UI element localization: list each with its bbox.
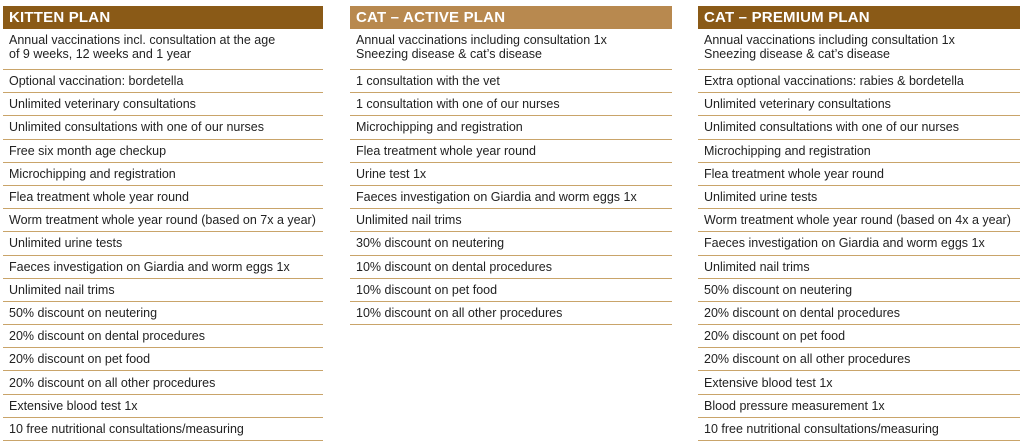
plan-item: Annual vaccinations including consultation 1x Sneezing disease & cat’s disease [350, 29, 672, 70]
plan-item: 10% discount on dental procedures [350, 256, 672, 279]
plan-item: Flea treatment whole year round [698, 163, 1020, 186]
plan-item: Annual vaccinations including consultation 1x Sneezing disease & cat’s disease [698, 29, 1020, 70]
plan-item: 50% discount on neutering [698, 279, 1020, 302]
plan-item: 10 free nutritional consultations/measuring [698, 418, 1020, 441]
plan-item: 10% discount on pet food [350, 279, 672, 302]
plan-item: 20% discount on dental procedures [698, 302, 1020, 325]
plan-item: Blood pressure measurement 1x [698, 395, 1020, 418]
plan-item: Free six month age checkup [3, 140, 323, 163]
plan-item: Faeces investigation on Giardia and worm eggs 1x [350, 186, 672, 209]
plan-item: Unlimited urine tests [698, 186, 1020, 209]
plan-title: CAT – ACTIVE PLAN [350, 6, 672, 29]
plan-item: Unlimited urine tests [3, 232, 323, 255]
plan-item: Worm treatment whole year round (based on 7x a year) [3, 209, 323, 232]
plan-item: Faeces investigation on Giardia and worm eggs 1x [3, 256, 323, 279]
plan-item: Worm treatment whole year round (based on 4x a year) [698, 209, 1020, 232]
plan-item: Microchipping and registration [3, 163, 323, 186]
plan-item: 10% discount on all other procedures [350, 302, 672, 325]
plan-item: 1 consultation with the vet [350, 70, 672, 93]
cat-active-plan-table [350, 6, 672, 325]
plan-item: Faeces investigation on Giardia and worm eggs 1x [698, 232, 1020, 255]
plan-item: 20% discount on pet food [3, 348, 323, 371]
plan-item: Unlimited veterinary consultations [698, 93, 1020, 116]
plan-item: 20% discount on all other procedures [698, 348, 1020, 371]
plan-item: 1 consultation with one of our nurses [350, 93, 672, 116]
plan-item: Unlimited nail trims [698, 256, 1020, 279]
kitten-plan-table [3, 6, 323, 441]
plan-item: Urine test 1x [350, 163, 672, 186]
plan-item: Extra optional vaccinations: rabies & bordetella [698, 70, 1020, 93]
plan-item: 30% discount on neutering [350, 232, 672, 255]
plan-item: Microchipping and registration [350, 116, 672, 139]
plan-item: Microchipping and registration [698, 140, 1020, 163]
plan-item: Extensive blood test 1x [698, 371, 1020, 394]
plan-item: Flea treatment whole year round [350, 140, 672, 163]
plan-title: KITTEN PLAN [3, 6, 323, 29]
plan-item: Unlimited consultations with one of our nurses [698, 116, 1020, 139]
plan-item: Unlimited consultations with one of our nurses [3, 116, 323, 139]
plan-item: 50% discount on neutering [3, 302, 323, 325]
plan-item: Extensive blood test 1x [3, 395, 323, 418]
plan-item: 20% discount on pet food [698, 325, 1020, 348]
plan-item: Unlimited nail trims [3, 279, 323, 302]
plan-title: CAT – PREMIUM PLAN [698, 6, 1020, 29]
plan-item: 10 free nutritional consultations/measuring [3, 418, 323, 441]
plan-item: 20% discount on all other procedures [3, 371, 323, 394]
plan-item: Unlimited nail trims [350, 209, 672, 232]
plan-item: Optional vaccination: bordetella [3, 70, 323, 93]
plan-item: 20% discount on dental procedures [3, 325, 323, 348]
plan-item: Flea treatment whole year round [3, 186, 323, 209]
plan-item: Unlimited veterinary consultations [3, 93, 323, 116]
cat-premium-plan-table [698, 6, 1020, 441]
plan-item: Annual vaccinations incl. consultation at the age of 9 weeks, 12 weeks and 1 year [3, 29, 323, 70]
